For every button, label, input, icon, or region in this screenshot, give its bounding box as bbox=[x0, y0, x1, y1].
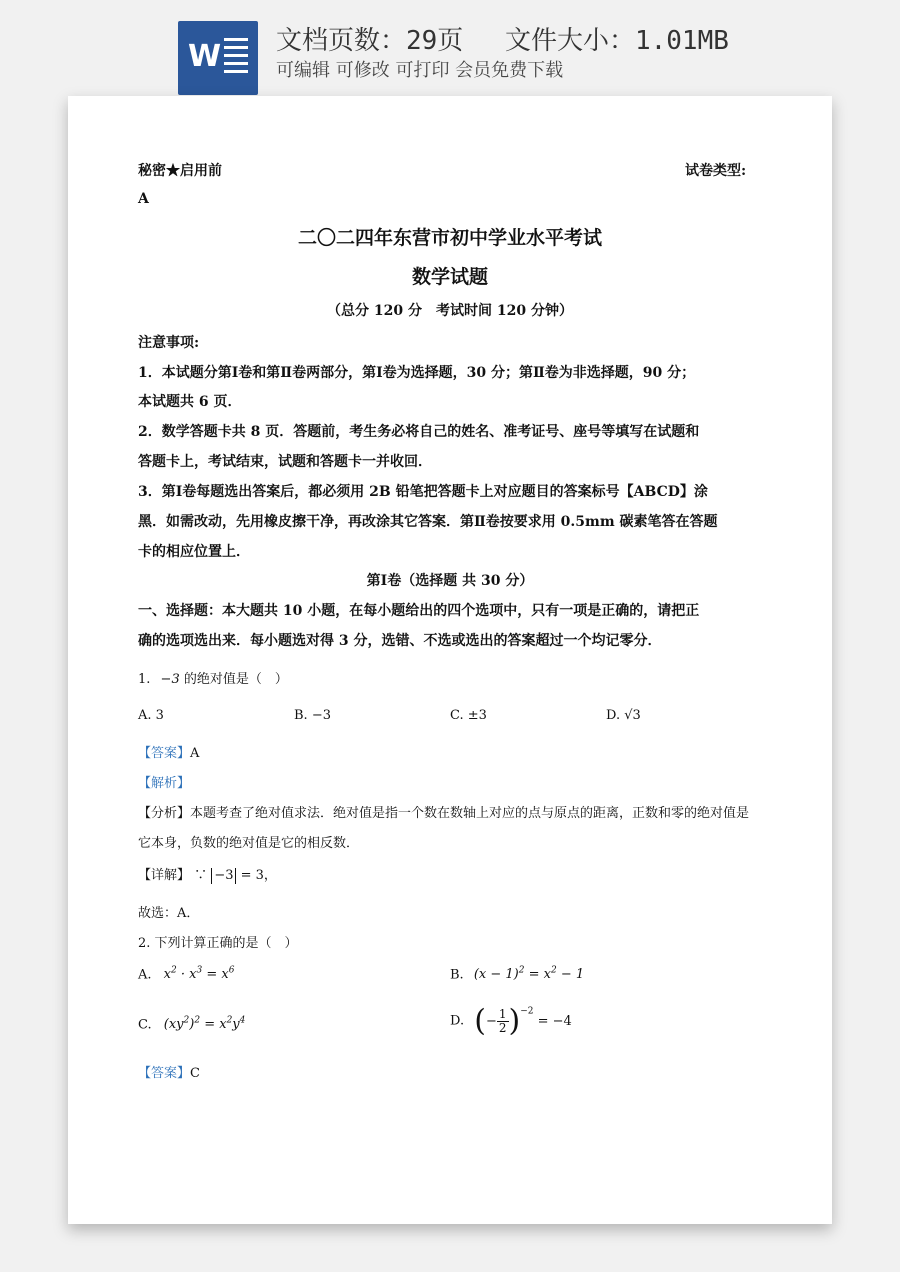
option-b: B. −3 bbox=[294, 708, 331, 723]
q2-option-d: D. (− $\frac{1}{2}$ )$^{-2}$ = −4 bbox=[450, 1003, 572, 1038]
choice-line: 故选：A． bbox=[138, 906, 200, 921]
q2-answer bbox=[138, 1062, 200, 1081]
notes-heading: 注意事项: bbox=[138, 335, 200, 351]
note-line: 卡的相应位置上． bbox=[138, 544, 250, 560]
banner-subtitle: 可编辑 可修改 可打印 会员免费下载 bbox=[276, 60, 564, 81]
answer-value: C bbox=[190, 1066, 200, 1081]
question-1-text: 的绝对值是（ ） bbox=[183, 672, 288, 687]
option-c-label: C. bbox=[138, 1017, 152, 1033]
question-1-expression: −3 bbox=[160, 672, 180, 687]
note-line: 3．第Ⅰ卷每题选出答案后，都必须用 2B 铅笔把答题卡上对应题目的答案标号【ABCD】涂 bbox=[138, 484, 708, 500]
document-page bbox=[68, 96, 832, 1224]
answer-label: 【答案】 bbox=[138, 746, 191, 761]
paper-type-value: A bbox=[138, 191, 149, 207]
option-c: C. ±3 bbox=[450, 708, 487, 723]
section-intro-line: 确的选项选出来．每小题选对得 3 分，选错、不选或选出的答案超过一个均记零分． bbox=[138, 633, 662, 649]
fenxi-line-2: 它本身，负数的绝对值是它的相反数． bbox=[138, 836, 360, 851]
paper-type-label: 试卷类型: bbox=[685, 163, 747, 179]
question-2-stem: 2. 下列计算正确的是（ ） bbox=[138, 936, 298, 951]
q2-option-b: B. $(x - 1)^2 = x^2 - 1$ bbox=[450, 966, 585, 983]
question-1-number: 1. bbox=[138, 672, 151, 687]
analysis-label: 【解析】 bbox=[138, 776, 191, 791]
q2-option-a: A. $x^2 \cdot x^3 = x^6$ bbox=[138, 966, 235, 983]
absolute-value-expression: −3 bbox=[211, 868, 236, 884]
note-line: 黑．如需改动，先用橡皮擦干净，再改涂其它答案．第Ⅱ卷按要求用 0.5mm 碳素笔答在答题 bbox=[138, 514, 718, 530]
answer-label: 【答案】 bbox=[138, 1066, 191, 1081]
option-b-label: B. bbox=[450, 967, 464, 983]
score-time: （总分 120 分 考试时间 120 分钟） bbox=[327, 303, 573, 319]
detail-line bbox=[138, 864, 277, 884]
fenxi-label: 【分析】 bbox=[138, 806, 191, 821]
question-1-stem bbox=[138, 668, 288, 687]
option-a-label: A. bbox=[138, 967, 152, 983]
word-logo-letter: W bbox=[188, 39, 222, 74]
section-title: 第Ⅰ卷（选择题 共 30 分） bbox=[366, 573, 534, 589]
exam-title: 二〇二四年东营市初中学业水平考试 bbox=[297, 227, 602, 249]
note-line: 2．数学答题卡共 8 页．答题前，考生务必将自己的姓名、准考证号、座号等填写在试题和 bbox=[138, 424, 700, 440]
note-line: 1．本试题分第Ⅰ卷和第Ⅱ卷两部分，第Ⅰ卷为选择题，30 分；第Ⅱ卷为非选择题，90 分； bbox=[138, 365, 696, 381]
secret-label: 秘密★启用前 bbox=[138, 163, 222, 179]
exam-subject: 数学试题 bbox=[411, 266, 488, 288]
option-a: A. 3 bbox=[138, 708, 164, 723]
fenxi-line bbox=[138, 802, 749, 821]
note-line: 本试题共 6 页． bbox=[138, 394, 242, 410]
q1-answer bbox=[138, 742, 199, 761]
fenxi-text: 本题考查了绝对值求法．绝对值是指一个数在数轴上对应的点与原点的距离，正数和零的绝对值是 bbox=[190, 806, 750, 821]
word-logo-lines bbox=[224, 38, 248, 78]
word-doc-icon bbox=[178, 21, 258, 95]
answer-value: A bbox=[190, 746, 200, 761]
download-banner bbox=[0, 0, 900, 96]
option-d-label: D. bbox=[450, 1013, 465, 1029]
option-d: D. √3 bbox=[606, 708, 641, 723]
section-intro-line: 一、选择题：本大题共 10 小题，在每小题给出的四个选项中，只有一项是正确的，请把正 bbox=[138, 603, 700, 619]
detail-result: = 3， bbox=[240, 868, 277, 883]
banner-title: 文档页数：29页 文件大小：1.01MB bbox=[276, 26, 729, 56]
q2-option-c: C. $(xy^2)^2 = x^2y^4$ bbox=[138, 1016, 246, 1033]
note-line: 答题卡上，考试结束，试题和答题卡一并收回． bbox=[138, 454, 432, 470]
detail-label: 【详解】 bbox=[138, 868, 191, 883]
because-symbol: ∵ bbox=[194, 868, 208, 883]
